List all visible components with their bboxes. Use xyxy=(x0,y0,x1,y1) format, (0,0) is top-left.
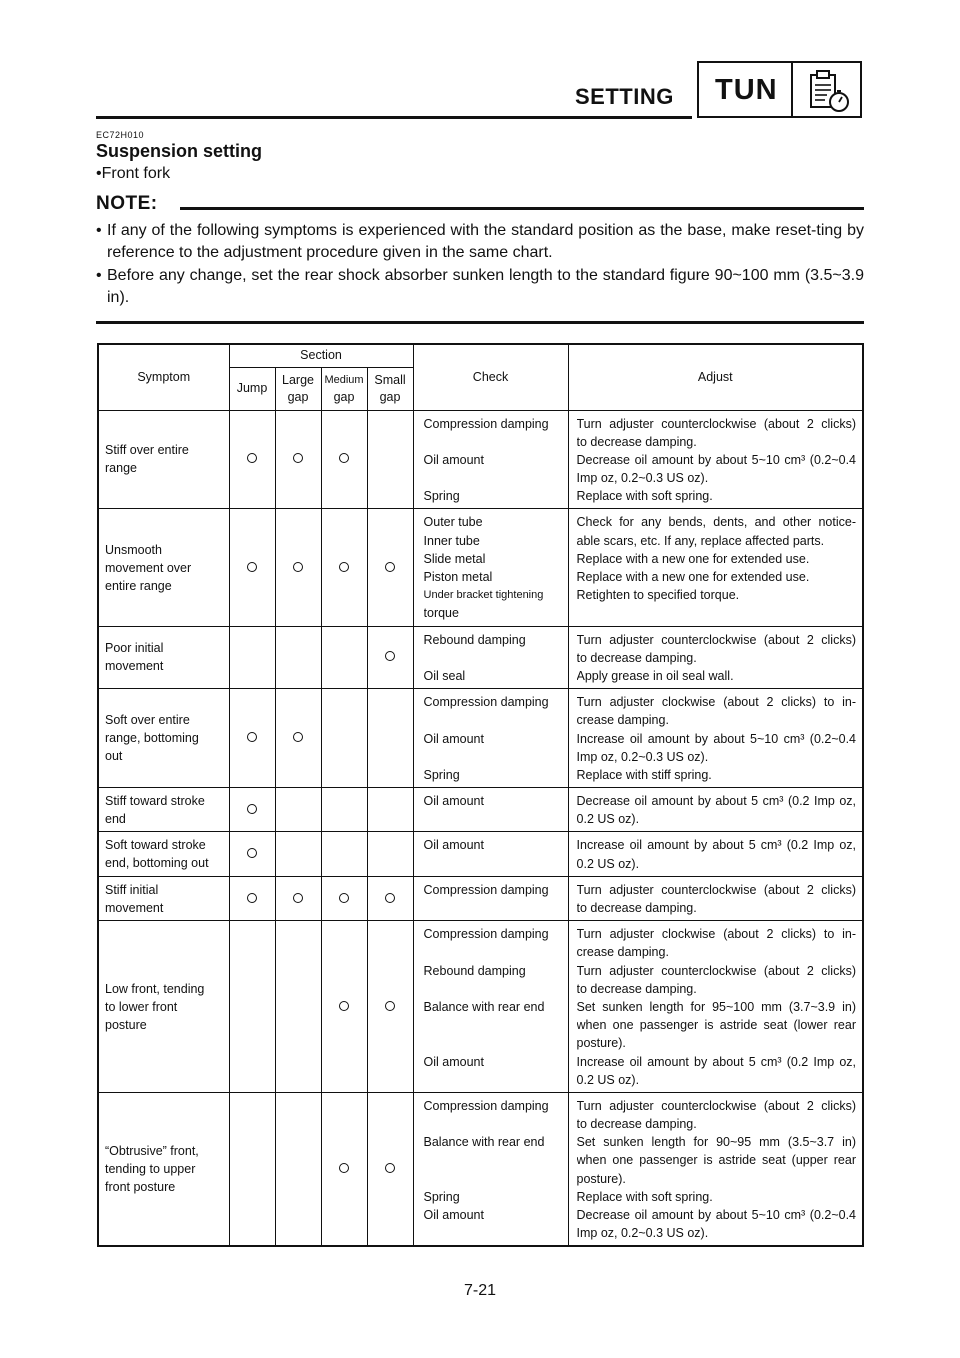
adjust-line: Turn adjuster clockwise (about 2 clicks) to in- xyxy=(576,927,856,942)
applicable-circle-icon xyxy=(385,1001,395,1011)
adjust-line: Decrease oil amount by about 5 cm³ (0.2 Imp oz, xyxy=(576,794,856,809)
table-row xyxy=(98,921,863,1093)
applicable-circle-icon xyxy=(339,893,349,903)
check-line xyxy=(424,469,562,487)
symptom-line: end, bottoming out xyxy=(105,856,209,871)
check-line: Oil amount xyxy=(423,452,484,467)
symptom-line: Stiff over entire xyxy=(105,443,189,458)
check-line: Compression damping xyxy=(423,1098,549,1113)
header-symptom: Symptom xyxy=(98,344,229,410)
adjust-line: to decrease damping. xyxy=(576,981,697,996)
header-medium-gap xyxy=(321,367,367,410)
applicable-circle-icon xyxy=(247,453,257,463)
check-line: Oil amount xyxy=(423,1208,484,1222)
adjust-line: Set sunken length for 95~100 mm (3.7~3.9 in) xyxy=(576,999,856,1014)
tun-badge-divider xyxy=(791,63,793,116)
adjust-line: Turn adjuster counterclockwise (about 2 clicks) xyxy=(576,882,856,897)
page-number: 7-21 xyxy=(463,1282,497,1299)
note-item xyxy=(96,220,864,264)
mark-cell-small-gap xyxy=(367,410,413,509)
symptom-cell xyxy=(98,626,229,689)
symptom-line: front posture xyxy=(105,1180,176,1195)
check-line xyxy=(424,748,562,766)
table-row xyxy=(98,689,863,788)
adjust-line: to decrease damping. xyxy=(576,650,697,665)
adjust-line: Replace with stiff spring. xyxy=(576,767,712,782)
check-line: Under bracket tightening xyxy=(423,589,544,602)
mark-cell-large-gap xyxy=(275,509,321,626)
symptom-cell xyxy=(98,509,229,626)
mark-cell-jump xyxy=(229,1092,275,1246)
check-line xyxy=(424,1016,562,1034)
check-line: Spring xyxy=(423,1189,460,1204)
check-cell xyxy=(413,921,568,1093)
adjust-line: Increase oil amount by about 5 cm³ (0.2 Imp oz, xyxy=(576,1054,856,1069)
symptom-line: Stiff toward stroke xyxy=(105,793,205,808)
adjust-cell xyxy=(568,832,863,876)
mark-cell-medium-gap xyxy=(321,689,367,788)
mark-cell-medium-gap xyxy=(321,788,367,832)
adjust-line: able scars, etc. If any, replace affected parts. xyxy=(576,533,825,548)
symptom-line: range, bottoming xyxy=(105,731,199,746)
adjust-line: crease damping. xyxy=(576,713,669,728)
symptom-cell xyxy=(98,876,229,920)
symptom-cell xyxy=(98,410,229,509)
check-line: Balance with rear end xyxy=(423,1135,545,1150)
subtitle xyxy=(96,165,170,183)
adjust-line: Set sunken length for 90~95 mm (3.5~3.7 in) xyxy=(576,1135,856,1150)
adjust-line: Decrease oil amount by about 5~10 cm³ (0.2~0.4 xyxy=(576,452,856,467)
check-line: Oil amount xyxy=(423,731,484,746)
symptom-line: movement xyxy=(105,900,164,915)
mark-cell-medium-gap xyxy=(321,876,367,920)
adjust-line: 0.2 US oz). xyxy=(576,856,640,871)
symptom-cell xyxy=(98,689,229,788)
check-cell xyxy=(413,832,568,876)
table-row xyxy=(98,832,863,876)
mark-cell-large-gap xyxy=(275,689,321,788)
document-code: EC72H010 xyxy=(96,130,145,140)
check-line: torque xyxy=(423,606,459,621)
symptom-line: Soft toward stroke xyxy=(105,838,206,853)
subtitle-bullet: • xyxy=(96,165,102,182)
mark-cell-small-gap xyxy=(367,509,413,626)
adjust-line: when one passenger is astride seat (lower rear xyxy=(576,1018,856,1033)
applicable-circle-icon xyxy=(247,804,257,814)
applicable-circle-icon xyxy=(247,893,257,903)
tun-badge-text: TUN xyxy=(715,74,778,106)
mark-cell-medium-gap xyxy=(321,832,367,876)
check-line xyxy=(424,980,562,998)
note-rule xyxy=(180,207,864,210)
check-cell xyxy=(413,1092,568,1246)
check-line: Spring xyxy=(423,767,460,782)
page-title: Suspension setting xyxy=(96,141,263,161)
mark-cell-large-gap xyxy=(275,876,321,920)
mark-cell-jump xyxy=(229,689,275,788)
adjust-line: to decrease damping. xyxy=(576,901,697,915)
mark-cell-large-gap xyxy=(275,832,321,876)
header-section: Section xyxy=(229,344,413,367)
check-line: Spring xyxy=(423,489,460,504)
table-row xyxy=(98,876,863,920)
note-bullet: • xyxy=(96,267,102,284)
mark-cell-medium-gap xyxy=(321,509,367,626)
symptom-line: Low front, tending xyxy=(105,981,205,996)
note-bullet: • xyxy=(96,222,102,239)
adjust-cell xyxy=(568,1092,863,1246)
adjust-line: Retighten to specified torque. xyxy=(576,588,740,603)
adjust-line: Increase oil amount by about 5 cm³ (0.2 Imp oz, xyxy=(576,838,856,853)
symptom-line: “Obtrusive” front, xyxy=(105,1144,199,1159)
header-check: Check xyxy=(413,344,568,410)
adjust-cell xyxy=(568,689,863,788)
symptom-line: entire range xyxy=(105,578,172,593)
applicable-circle-icon xyxy=(339,562,349,572)
mark-cell-jump xyxy=(229,509,275,626)
symptom-line: Unsmooth xyxy=(105,542,162,557)
mark-cell-small-gap xyxy=(367,626,413,689)
check-line: Oil amount xyxy=(423,794,484,809)
mark-cell-large-gap xyxy=(275,626,321,689)
mark-cell-large-gap xyxy=(275,921,321,1093)
check-line xyxy=(424,1115,562,1133)
mark-cell-large-gap xyxy=(275,788,321,832)
header-large-gap xyxy=(275,367,321,410)
note-text: Before any change, set the rear shock absorber sunken length to the standard figure 90~100 mm (3.5~3.9 in). xyxy=(107,267,864,306)
symptom-line: movement xyxy=(105,659,164,674)
note-end-rule xyxy=(96,321,864,324)
adjust-line: posture). xyxy=(576,1036,626,1051)
applicable-circle-icon xyxy=(247,732,257,742)
adjust-line: crease damping. xyxy=(576,945,669,960)
mark-cell-small-gap xyxy=(367,788,413,832)
note-text: If any of the following symptoms is experienced with the standard position as the base, make reset-ting by reference to the adjustment procedure given in the same chart. xyxy=(107,222,864,261)
adjust-line: Turn adjuster counterclockwise (about 2 clicks) xyxy=(576,416,856,431)
check-line xyxy=(424,943,562,961)
header-small-gap xyxy=(367,367,413,410)
symptom-line: movement over xyxy=(105,560,192,575)
symptom-line: end xyxy=(105,811,126,826)
header-adjust: Adjust xyxy=(568,344,863,410)
adjust-line: posture). xyxy=(576,1171,626,1186)
symptom-line: Soft over entire xyxy=(105,713,190,728)
mark-cell-medium-gap xyxy=(321,921,367,1093)
adjust-line: Imp oz, 0.2~0.3 US oz). xyxy=(576,1226,709,1241)
mark-cell-small-gap xyxy=(367,921,413,1093)
table-body xyxy=(98,410,863,1246)
clipboard-stopwatch-icon xyxy=(807,69,851,113)
suspension-setting-table xyxy=(97,343,864,1247)
symptom-line: Stiff initial xyxy=(105,882,159,897)
mark-cell-small-gap xyxy=(367,689,413,788)
applicable-circle-icon xyxy=(247,848,257,858)
mark-cell-jump xyxy=(229,921,275,1093)
adjust-line: Turn adjuster clockwise (about 2 clicks) to in- xyxy=(576,695,856,710)
adjust-cell xyxy=(568,626,863,689)
applicable-circle-icon xyxy=(385,651,395,661)
applicable-circle-icon xyxy=(293,732,303,742)
check-line xyxy=(424,433,562,451)
table-row xyxy=(98,509,863,626)
table-row xyxy=(98,626,863,689)
table-row xyxy=(98,410,863,509)
symptom-line: tending to upper xyxy=(105,1162,196,1177)
symptom-line: out xyxy=(105,749,123,764)
mark-cell-medium-gap xyxy=(321,410,367,509)
applicable-circle-icon xyxy=(339,1001,349,1011)
table-row xyxy=(98,788,863,832)
adjust-line: Decrease oil amount by about 5~10 cm³ (0.2~0.4 xyxy=(576,1208,856,1222)
check-cell xyxy=(413,788,568,832)
adjust-line: Apply grease in oil seal wall. xyxy=(576,668,734,683)
adjust-line: Turn adjuster counterclockwise (about 2 clicks) xyxy=(576,1098,856,1113)
note-label: NOTE: xyxy=(96,193,158,214)
adjust-line: Turn adjuster counterclockwise (about 2 clicks) xyxy=(576,632,856,647)
check-line: Compression damping xyxy=(423,927,549,942)
header-small-gap-line: Small xyxy=(374,372,406,387)
applicable-circle-icon xyxy=(385,562,395,572)
check-line xyxy=(424,1170,562,1188)
check-line xyxy=(424,1151,562,1169)
adjust-line: Imp oz, 0.2~0.3 US oz). xyxy=(576,471,709,486)
check-line: Outer tube xyxy=(423,515,483,530)
check-line: Compression damping xyxy=(423,882,549,897)
mark-cell-jump xyxy=(229,876,275,920)
mark-cell-jump xyxy=(229,832,275,876)
adjust-cell xyxy=(568,788,863,832)
header-large-gap-line: gap xyxy=(287,389,309,404)
mark-cell-small-gap xyxy=(367,1092,413,1246)
symptom-line: range xyxy=(105,461,137,476)
adjust-cell xyxy=(568,410,863,509)
check-line: Compression damping xyxy=(423,695,549,710)
symptom-line: to lower front xyxy=(105,999,178,1014)
adjust-line: to decrease damping. xyxy=(576,434,697,449)
adjust-line: when one passenger is astride seat (upper rear xyxy=(576,1153,856,1168)
mark-cell-jump xyxy=(229,410,275,509)
table-row xyxy=(98,1092,863,1246)
note-item xyxy=(96,265,864,309)
header-jump: Jump xyxy=(229,367,275,410)
applicable-circle-icon xyxy=(247,562,257,572)
symptom-line: posture xyxy=(105,1017,147,1032)
check-line: Inner tube xyxy=(423,533,480,548)
check-cell xyxy=(413,689,568,788)
symptom-cell xyxy=(98,921,229,1093)
check-line xyxy=(424,1034,562,1052)
mark-cell-large-gap xyxy=(275,1092,321,1246)
header-large-gap-line: Large xyxy=(282,372,314,387)
subtitle-text: Front fork xyxy=(101,165,171,182)
applicable-circle-icon xyxy=(385,893,395,903)
applicable-circle-icon xyxy=(339,453,349,463)
mark-cell-large-gap xyxy=(275,410,321,509)
check-cell xyxy=(413,509,568,626)
check-line: Oil amount xyxy=(423,1054,484,1069)
mark-cell-jump xyxy=(229,626,275,689)
check-cell xyxy=(413,410,568,509)
adjust-line: Imp oz, 0.2~0.3 US oz). xyxy=(576,749,709,764)
check-line: Rebound damping xyxy=(423,632,526,647)
adjust-line: to decrease damping. xyxy=(576,1117,697,1132)
adjust-line: Replace with soft spring. xyxy=(576,1189,713,1204)
section-title: SETTING xyxy=(575,84,674,109)
check-line: Piston metal xyxy=(423,570,493,584)
check-line xyxy=(424,711,562,729)
adjust-cell xyxy=(568,509,863,626)
mark-cell-medium-gap xyxy=(321,1092,367,1246)
mark-cell-medium-gap xyxy=(321,626,367,689)
adjust-line: Check for any bends, dents, and other notice- xyxy=(576,515,856,530)
check-line: Rebound damping xyxy=(423,963,526,978)
mark-cell-jump xyxy=(229,788,275,832)
applicable-circle-icon xyxy=(293,893,303,903)
adjust-line: 0.2 US oz). xyxy=(576,1072,640,1087)
check-line: Oil amount xyxy=(423,838,484,853)
mark-cell-small-gap xyxy=(367,832,413,876)
check-cell xyxy=(413,626,568,689)
mark-cell-small-gap xyxy=(367,876,413,920)
adjust-cell xyxy=(568,876,863,920)
check-line: Oil seal xyxy=(423,668,466,683)
header-small-gap-line: gap xyxy=(379,389,401,404)
applicable-circle-icon xyxy=(385,1163,395,1173)
symptom-line: Poor initial xyxy=(105,641,164,656)
check-line: Balance with rear end xyxy=(423,999,545,1014)
applicable-circle-icon xyxy=(339,1163,349,1173)
tun-badge xyxy=(697,61,862,118)
header-medium-gap-line: Medium xyxy=(324,374,364,386)
header-rule xyxy=(96,116,692,119)
header-medium-gap-line: gap xyxy=(333,390,355,404)
applicable-circle-icon xyxy=(293,562,303,572)
adjust-line: 0.2 US oz). xyxy=(576,812,640,827)
check-line: Slide metal xyxy=(423,551,486,566)
symptom-cell xyxy=(98,788,229,832)
adjust-line: Replace with a new one for extended use. xyxy=(576,551,810,566)
adjust-line: Replace with a new one for extended use. xyxy=(576,570,810,584)
symptom-cell xyxy=(98,832,229,876)
adjust-line: Increase oil amount by about 5~10 cm³ (0.2~0.4 xyxy=(576,731,856,746)
check-line: Compression damping xyxy=(423,416,549,431)
applicable-circle-icon xyxy=(293,453,303,463)
check-line xyxy=(424,649,562,667)
adjust-line: Replace with soft spring. xyxy=(576,489,713,504)
check-cell xyxy=(413,876,568,920)
adjust-cell xyxy=(568,921,863,1093)
adjust-line: Turn adjuster counterclockwise (about 2 clicks) xyxy=(576,963,856,978)
symptom-cell xyxy=(98,1092,229,1246)
